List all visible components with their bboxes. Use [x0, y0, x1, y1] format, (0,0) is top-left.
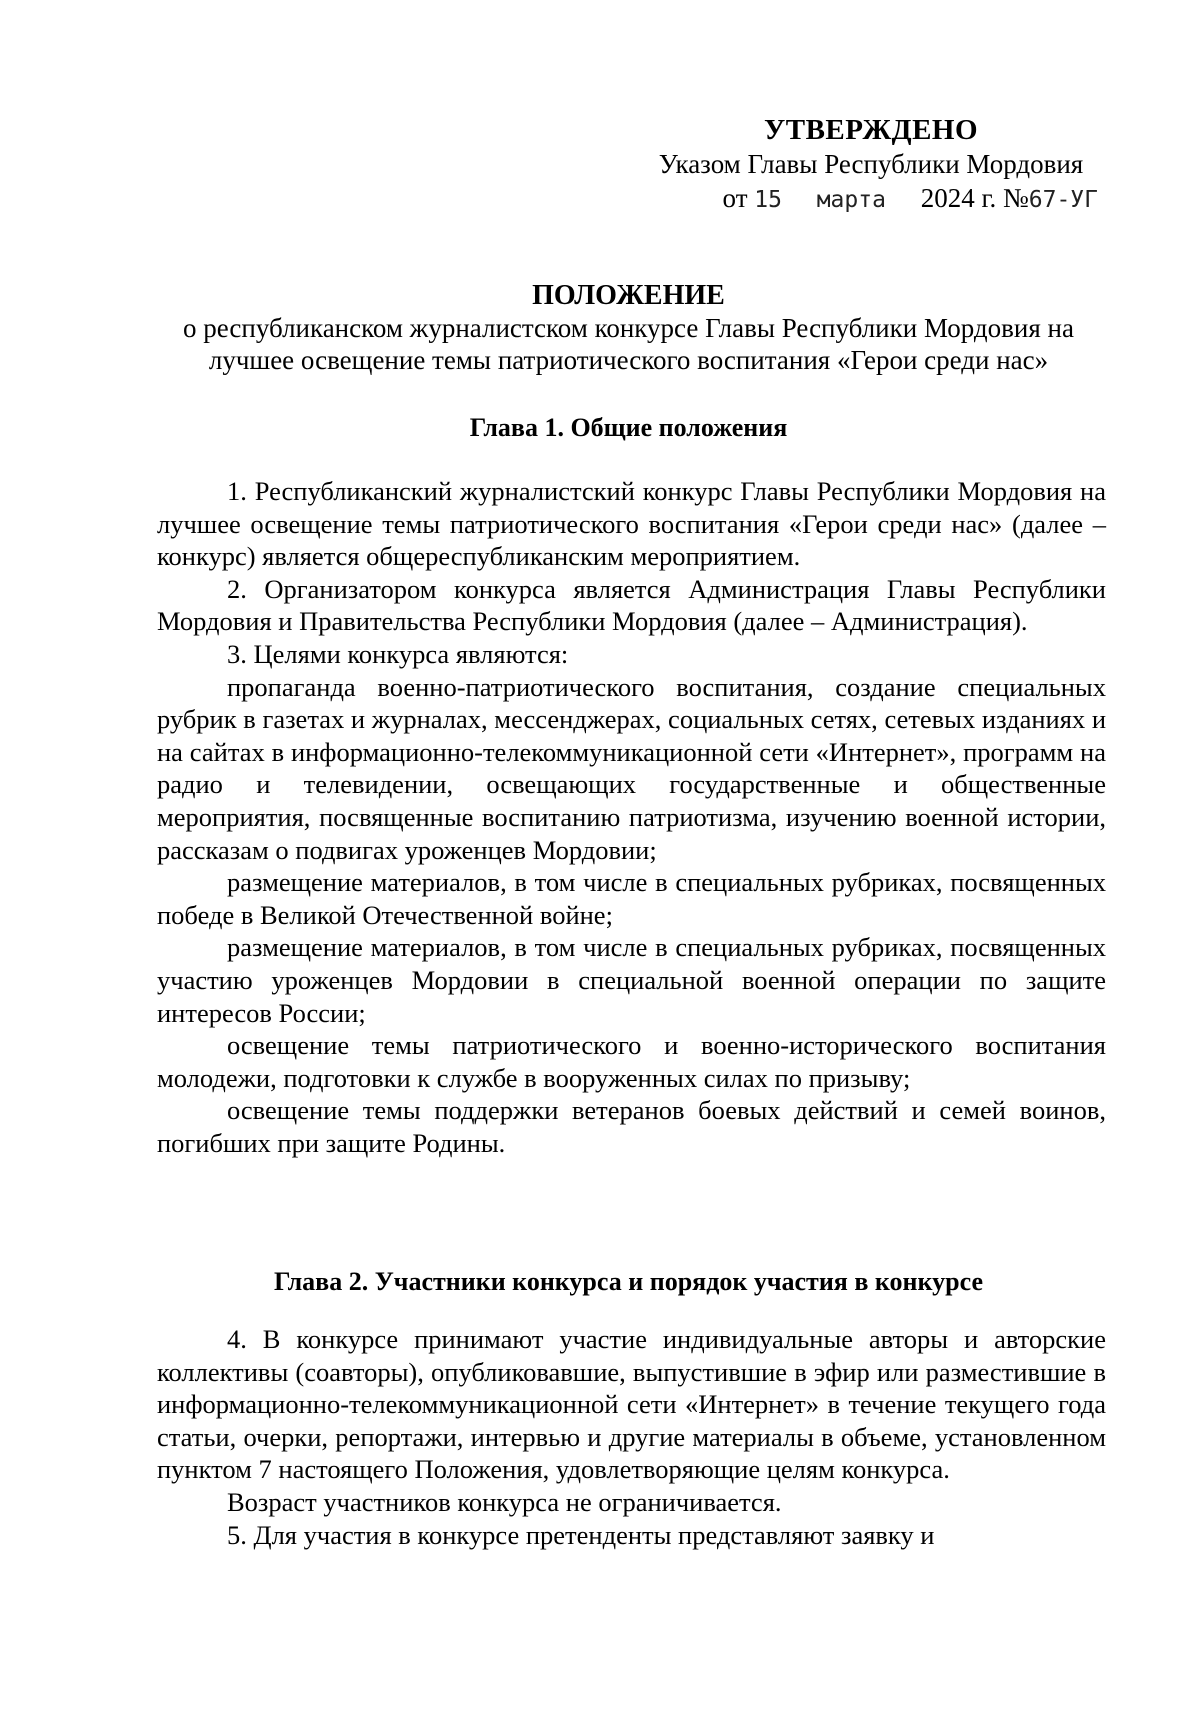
chapter-2-heading: Глава 2. Участники конкурса и порядок участия в конкурсе — [273, 1267, 984, 1296]
paragraph: 4. В конкурсе принимают участие индивидуальные авторы и авторские коллективы (соавторы), опубликовавшие, выпустившие в эфир или разместившие в информационно-телекоммуникационной сети «Интернет» в течение текущего года статьи, очерки, репортажи, интервью и другие материалы в объеме, установленном пунктом 7 настоящего Положения, удовлетворяющие целям конкурса. — [157, 1324, 1106, 1485]
date-month: марта — [816, 187, 886, 213]
paragraph: 1. Республиканский журналистский конкурс Главы Республики Мордовия на лучшее освещение темы патриотического воспитания «Герои среди нас» (далее – конкурс) является общереспубликанским мероприятием. — [157, 476, 1106, 572]
paragraph: освещение темы поддержки ветеранов боевых действий и семей воинов, погибших при защите Родины. — [157, 1095, 1106, 1158]
paragraph: пропаганда военно-патриотического воспитания, создание специальных рубрик в газетах и журналах, мессенджерах, социальных сетях, сетевых изданиях и на сайтах в информационно-телекоммуникационной сети «Интернет», программ на радио и телевидении, освещающих государственные и общественные мероприятия, посвященные воспитанию патриотизма, изучению военной истории, рассказам о подвигах уроженцев Мордовии; — [157, 671, 1106, 865]
paragraph: 2. Организатором конкурса является Администрация Главы Республики Мордовия и Правительства Республики Мордовия (далее – Администрация). — [157, 573, 1106, 637]
paragraph: размещение материалов, в том числе в специальных рубриках, посвященных участию уроженцев Мордовии в специальной военной операции по защите интересов России; — [157, 932, 1106, 1028]
document-title: ПОЛОЖЕНИЕ — [532, 280, 725, 311]
paragraph: Возраст участников конкурса не ограничивается. — [227, 1486, 782, 1517]
document-title-block — [150, 280, 1107, 376]
chapter-1-body — [157, 475, 1106, 1159]
chapter-1-heading: Глава 1. Общие положения — [469, 413, 788, 442]
date-day: 15 — [754, 187, 782, 213]
approval-date-line — [636, 181, 1106, 217]
paragraph: размещение материалов, в том числе в специальных рубриках, посвященных победе в Великой Отечественной войне; — [157, 867, 1106, 930]
approval-title: УТВЕРЖДЕНО — [763, 114, 979, 146]
decree-number: 67-УГ — [1028, 187, 1098, 213]
paragraph: 3. Целями конкурса являются: — [227, 638, 569, 669]
chapter-2-body — [157, 1323, 1106, 1551]
document-subtitle: о республиканском журналистском конкурсе Главы Республики Мордовия на лучшее освещение темы патриотического воспитания «Герои среди нас» — [183, 313, 1074, 375]
paragraph: освещение темы патриотического и военно-исторического воспитания молодежи, подготовки к службе в вооруженных силах по призыву; — [157, 1030, 1106, 1093]
paragraph: 5. Для участия в конкурсе претенденты представляют заявку и — [227, 1519, 935, 1550]
date-year: 2024 г. № — [920, 183, 1029, 213]
date-prefix: от — [722, 183, 748, 213]
approval-stamp — [636, 112, 1106, 217]
approval-decree-line: Указом Главы Республики Мордовия — [658, 149, 1084, 179]
